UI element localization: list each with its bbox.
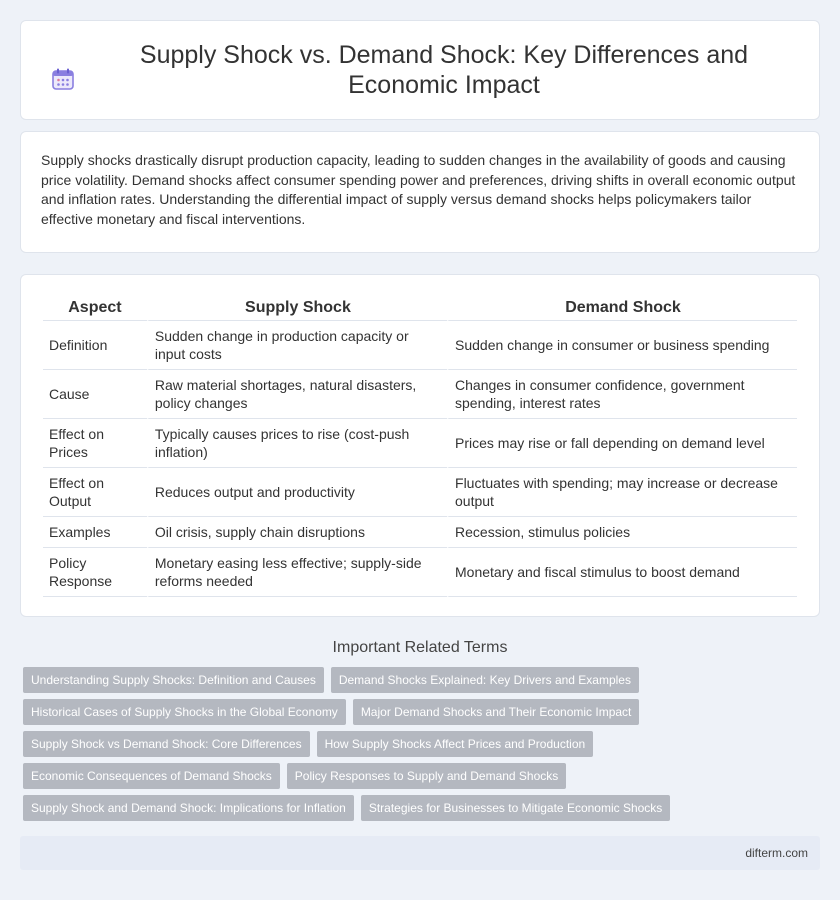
table-row — [43, 370, 797, 419]
header-supply-shock: Supply Shock — [147, 295, 447, 321]
related-terms-section — [20, 637, 820, 821]
calendar-icon — [51, 67, 75, 91]
comparison-card — [20, 274, 820, 617]
row-demand: Changes in consumer confidence, government spending, interest rates — [447, 370, 797, 419]
row-aspect: Policy Response — [43, 548, 147, 597]
row-aspect: Effect on Prices — [43, 419, 147, 468]
related-term-link[interactable]: Supply Shock and Demand Shock: Implications for Inflation — [23, 795, 354, 821]
related-term-link[interactable]: Understanding Supply Shocks: Definition and Causes — [23, 667, 324, 693]
row-aspect: Definition — [43, 321, 147, 370]
related-term-link[interactable]: How Supply Shocks Affect Prices and Production — [317, 731, 594, 757]
row-supply: Monetary easing less effective; supply-side reforms needed — [147, 548, 447, 597]
related-terms-title: Important Related Terms — [332, 639, 508, 656]
row-demand: Monetary and fiscal stimulus to boost demand — [447, 548, 797, 597]
related-term-link[interactable]: Supply Shock vs Demand Shock: Core Differences — [23, 731, 310, 757]
row-aspect: Examples — [43, 517, 147, 548]
footer — [20, 836, 820, 870]
related-term-link[interactable]: Historical Cases of Supply Shocks in the Global Economy — [23, 699, 346, 725]
header-aspect: Aspect — [43, 295, 147, 321]
header-demand-shock: Demand Shock — [447, 295, 797, 321]
intro-card — [20, 131, 820, 253]
row-supply: Raw material shortages, natural disasters, policy changes — [147, 370, 447, 419]
row-supply: Reduces output and productivity — [147, 468, 447, 517]
row-supply: Sudden change in production capacity or input costs — [147, 321, 447, 370]
related-term-link[interactable]: Demand Shocks Explained: Key Drivers and Examples — [331, 667, 639, 693]
row-demand: Recession, stimulus policies — [447, 517, 797, 548]
title-row — [51, 40, 789, 100]
row-aspect: Cause — [43, 370, 147, 419]
table-row — [43, 468, 797, 517]
table-row — [43, 517, 797, 548]
related-term-link[interactable]: Economic Consequences of Demand Shocks — [23, 763, 280, 789]
table-row — [43, 419, 797, 468]
table-row — [43, 548, 797, 597]
related-term-link[interactable]: Strategies for Businesses to Mitigate Economic Shocks — [361, 795, 670, 821]
row-demand: Sudden change in consumer or business spending — [447, 321, 797, 370]
title-card — [20, 20, 820, 120]
table-header-row — [43, 295, 797, 321]
row-demand: Fluctuates with spending; may increase or decrease output — [447, 468, 797, 517]
row-supply: Typically causes prices to rise (cost-push inflation) — [147, 419, 447, 468]
comparison-table — [43, 295, 797, 597]
related-term-link[interactable]: Policy Responses to Supply and Demand Shocks — [287, 763, 566, 789]
footer-site-link[interactable]: difterm.com — [745, 846, 808, 860]
related-terms-list — [20, 667, 680, 821]
page-title: Supply Shock vs. Demand Shock: Key Differences and Economic Impact — [139, 41, 749, 99]
row-aspect: Effect on Output — [43, 468, 147, 517]
row-demand: Prices may rise or fall depending on demand level — [447, 419, 797, 468]
row-supply: Oil crisis, supply chain disruptions — [147, 517, 447, 548]
related-term-link[interactable]: Major Demand Shocks and Their Economic Impact — [353, 699, 640, 725]
intro-paragraph: Supply shocks drastically disrupt production capacity, leading to sudden changes in the availability of goods and causing price volatility. Demand shocks affect consumer spending power and preferences, driving shifts in overall economic output and inflation rates. Understanding the differential impact of supply versus demand shocks helps policymakers tailor effective monetary and fiscal interventions. — [41, 152, 796, 227]
table-row — [43, 321, 797, 370]
